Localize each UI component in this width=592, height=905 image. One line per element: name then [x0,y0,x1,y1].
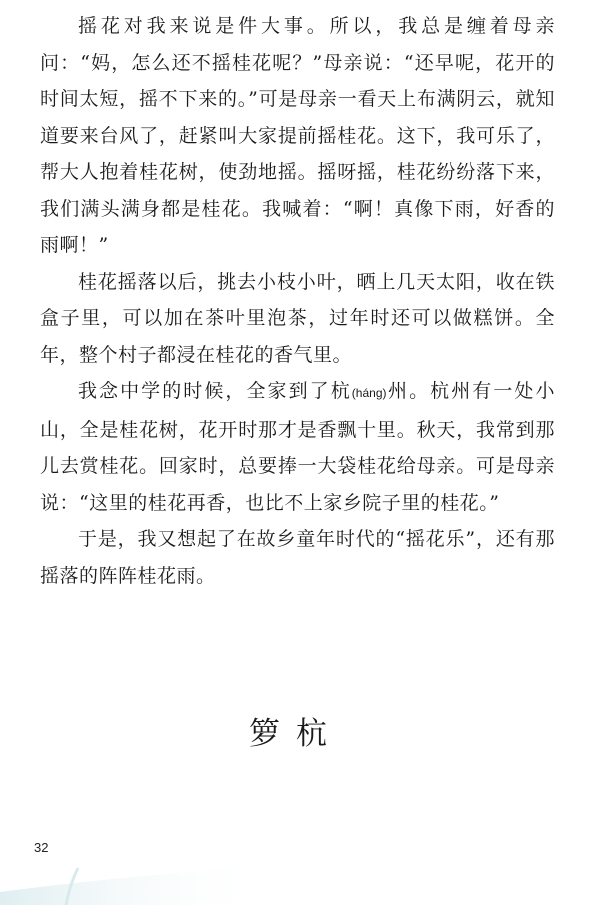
paragraph-3-part-2: 州。杭州有一处小山，全是桂花树，花开时那才是香飘十里。秋天，我常到那儿去赏桂花。回家时，总要捧一大袋桂花给母亲。可是母亲说：“这里的桂花再香，也比不上家乡院子里的桂花。” [40,380,555,514]
pinyin-annotation: (háng) [351,386,387,400]
paragraph-2: 桂花摇落以后，挑去小枝小叶，晒上几天太阳，收在铁盒子里，可以加在茶叶里泡茶，过年时还可以做糕饼。全年，整个村子都浸在桂花的香气里。 [40,270,555,366]
body-text [40,8,555,594]
paragraph-1: 摇花对我来说是件大事。所以，我总是缠着母亲问：“妈，怎么还不摇桂花呢？”母亲说：“还早呢，花开的时间太短，摇不下来的。”可是母亲一看天上布满阴云，就知道要来台风了，赶紧叫大家提前摇桂花。这下，我可乐了，帮大人抱着桂花树，使劲地摇。摇呀摇，桂花纷纷落下来，我们满头满身都是桂花。我喊着：“啊！真像下雨，好香的雨啊！” [40,15,555,256]
footer-decoration [0,862,592,905]
page-number: 32 [34,840,49,855]
paragraph-4: 于是，我又想起了在故乡童年时代的“摇花乐”，还有那摇落的阵阵桂花雨。 [40,528,555,587]
paragraph-3-part-1: 我念中学的时候，全家到了杭 [78,380,352,402]
paragraph-3 [40,373,555,521]
author-name: 箩杭 [249,716,343,752]
